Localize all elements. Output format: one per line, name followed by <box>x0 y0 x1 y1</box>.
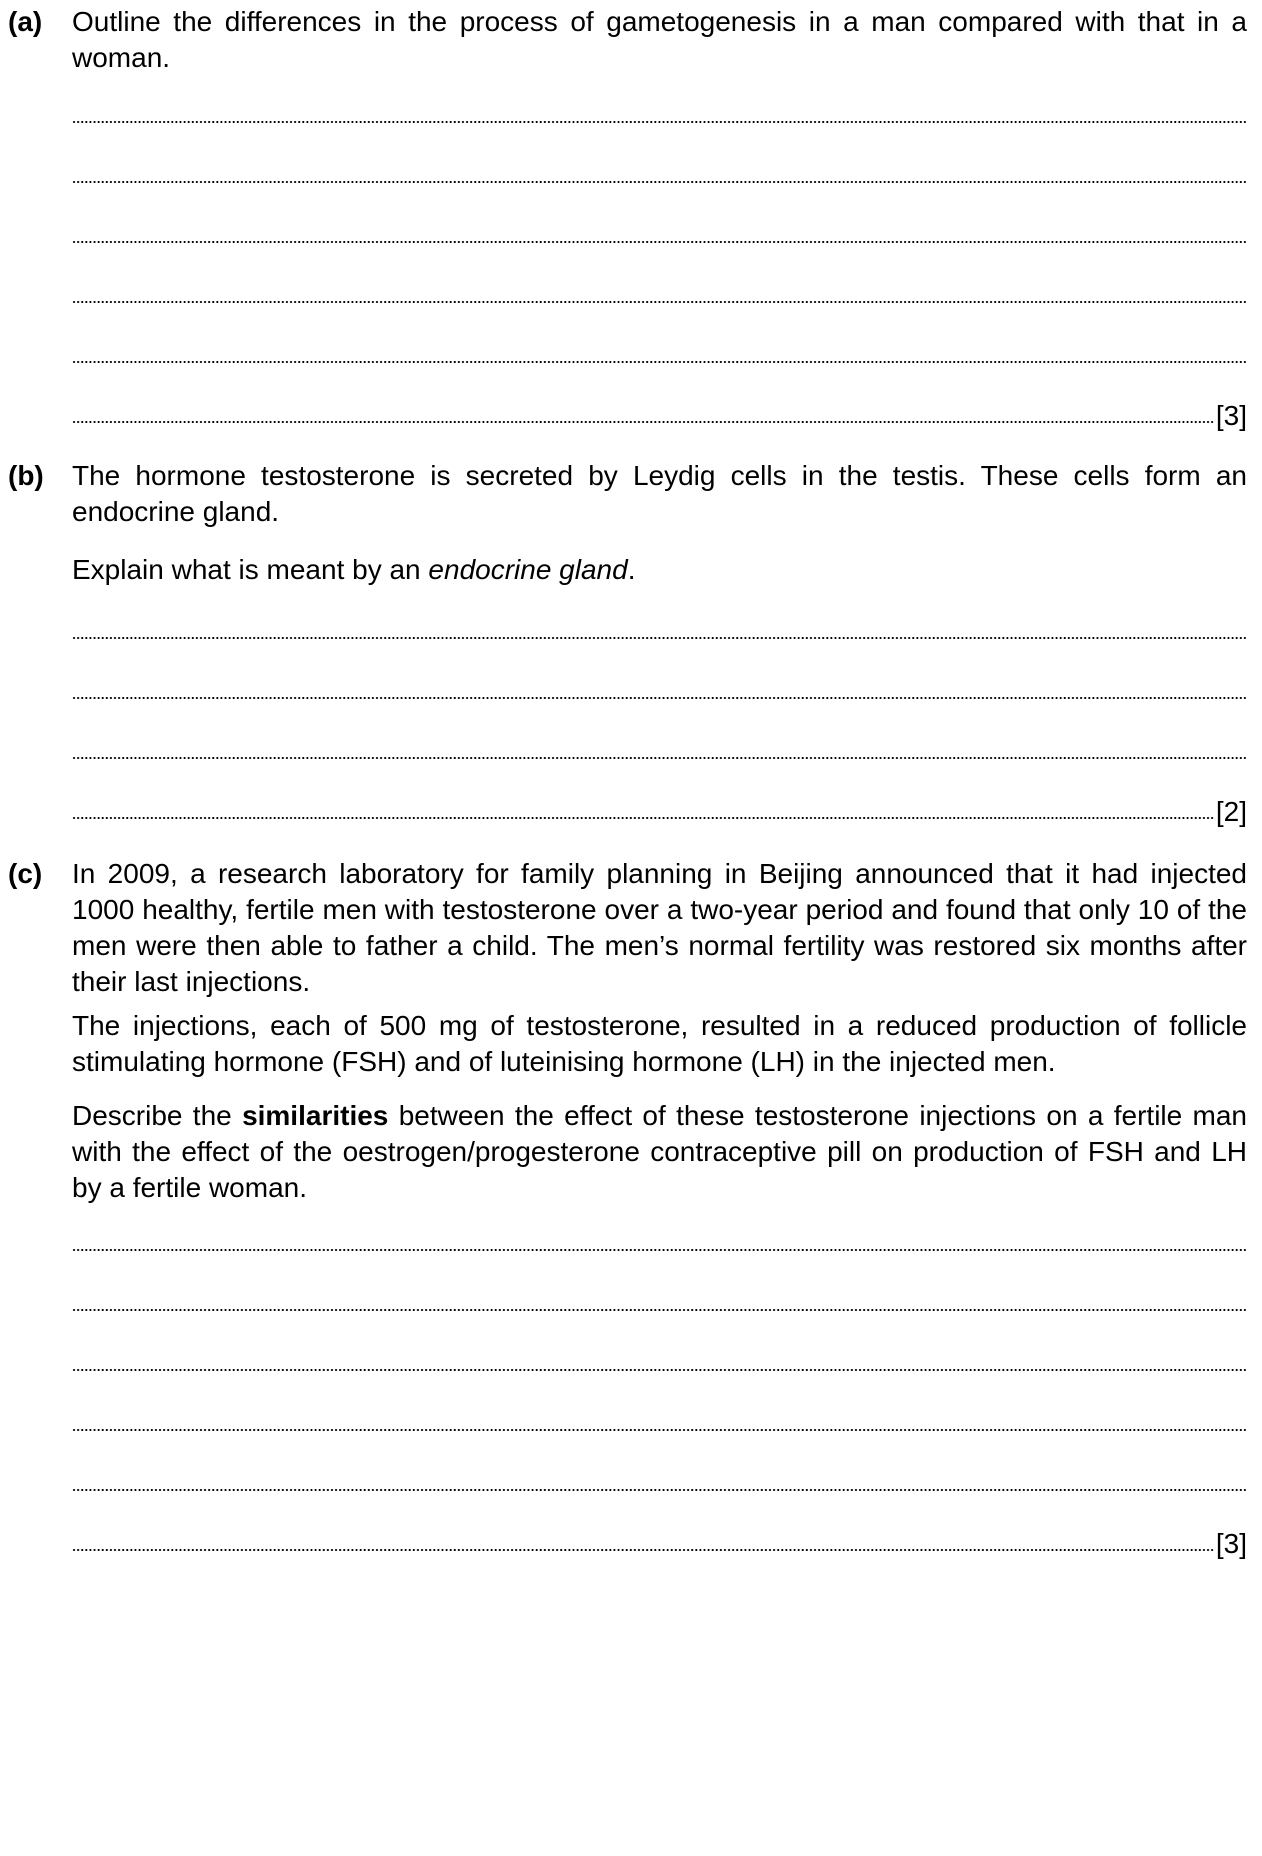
answer-line-c6[interactable] <box>72 1526 1247 1562</box>
part-b-intro: The hormone testosterone is secreted by Leydig cells in the testis. These cells form an endocrine gland. <box>72 460 1247 527</box>
answer-line-c5[interactable] <box>72 1466 1247 1502</box>
part-b-label: (b) <box>8 460 44 491</box>
part-a-marks: [3] <box>1215 400 1247 431</box>
answer-line-c4[interactable] <box>72 1406 1247 1442</box>
answer-line-a1[interactable] <box>72 98 1247 134</box>
part-a-question: Outline the differences in the process of gametogenesis in a man compared with that in a woman. <box>72 6 1247 73</box>
part-b-question-term: endocrine gland <box>428 554 628 585</box>
answer-line-a6[interactable] <box>72 398 1247 434</box>
answer-line-b4[interactable] <box>72 794 1247 830</box>
part-b-marks: [2] <box>1215 796 1247 827</box>
part-c-question-prefix: Describe the <box>72 1100 243 1131</box>
answer-line-a3[interactable] <box>72 218 1247 254</box>
part-b-question <box>72 552 1247 588</box>
answer-line-c2[interactable] <box>72 1286 1247 1322</box>
part-c-marks: [3] <box>1215 1528 1247 1559</box>
part-c-paragraph-2: The injections, each of 500 mg of testosterone, resulted in a reduced production of follicle stimulating hormone (FSH) and of luteinising hormone (LH) in the injected men. <box>72 1010 1247 1077</box>
answer-line-a2[interactable] <box>72 158 1247 194</box>
answer-line-b3[interactable] <box>72 734 1247 770</box>
answer-line-a4[interactable] <box>72 278 1247 314</box>
part-c-question-suffix: between the effect of these testosterone injections on a fertile man with the effect of the oestrogen/progesterone contraceptive pill on production of FSH and LH by a fertile woman. <box>72 1100 1247 1203</box>
part-c-question-bold: similarities <box>242 1100 389 1131</box>
answer-line-b2[interactable] <box>72 674 1247 710</box>
part-b-question-suffix: . <box>627 554 636 585</box>
answer-line-c3[interactable] <box>72 1346 1247 1382</box>
part-c-question <box>72 1098 1247 1206</box>
answer-line-c1[interactable] <box>72 1226 1247 1262</box>
answer-line-a5[interactable] <box>72 338 1247 374</box>
part-a-label: (a) <box>8 6 43 37</box>
part-c-paragraph-1: In 2009, a research laboratory for family planning in Beijing announced that it had injected 1000 healthy, fertile men with testosterone over a two-year period and found that only 10 of the men were then able to father a child. The men’s normal fertility was restored six months after their last injections. <box>72 858 1247 997</box>
part-c-label: (c) <box>8 858 43 889</box>
answer-line-b1[interactable] <box>72 614 1247 650</box>
part-b-question-prefix: Explain what is meant by an <box>72 554 429 585</box>
